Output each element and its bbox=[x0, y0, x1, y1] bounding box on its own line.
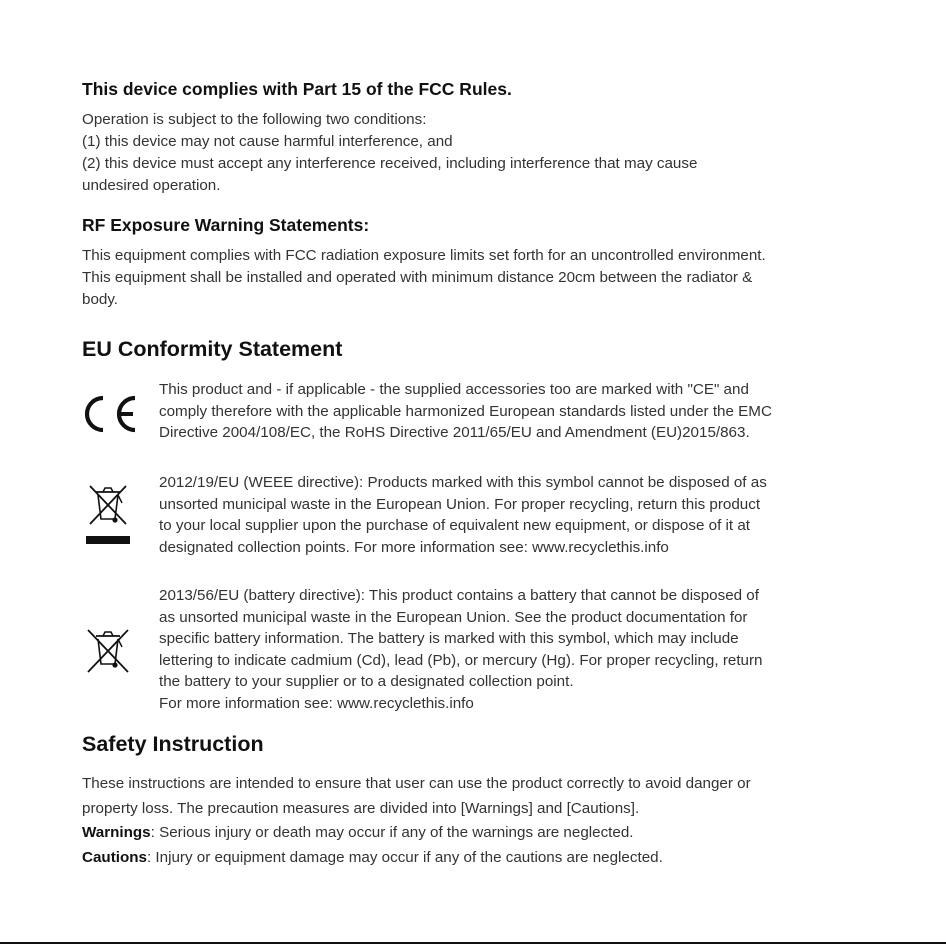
battery-line: For more information see: www.recyclethis.info bbox=[159, 694, 474, 712]
bottom-divider bbox=[0, 942, 946, 944]
safety-heading: Safety Instruction bbox=[82, 732, 264, 756]
ce-line: This product and - if applicable - the supplied accessories too are marked with "CE" and bbox=[159, 381, 749, 398]
weee-line: to your local supplier upon the purchase of equivalent new equipment, or dispose of it at bbox=[159, 517, 750, 535]
battery-line: 2013/56/EU (battery directive): This product contains a battery that cannot be disposed of bbox=[159, 587, 759, 604]
ce-paragraph bbox=[159, 379, 772, 444]
cautions-line bbox=[82, 846, 751, 871]
weee-paragraph bbox=[159, 472, 767, 558]
cautions-term: Cautions bbox=[82, 848, 147, 866]
rf-line: This equipment shall be installed and operated with minimum distance 20cm between the radiator & bbox=[82, 269, 753, 286]
ce-mark-icon bbox=[80, 392, 138, 436]
warnings-text: : Serious injury or death may occur if any of the warnings are neglected. bbox=[150, 824, 634, 841]
battery-line: the battery to your supplier or to a designated collection point. bbox=[159, 673, 574, 691]
rf-line: This equipment complies with FCC radiation exposure limits set forth for an uncontrolled environment. bbox=[82, 247, 766, 264]
safety-line: These instructions are intended to ensure that user can use the product correctly to avoid danger or bbox=[82, 775, 751, 792]
weee-line: unsorted municipal waste in the European Union. For proper recycling, return this product bbox=[159, 495, 761, 513]
battery-line: specific battery information. The battery is marked with this symbol, which may include bbox=[159, 630, 739, 648]
fcc-line: (2) this device must accept any interference received, including interference that may cause bbox=[82, 155, 698, 172]
battery-line: as unsorted municipal waste in the European Union. See the product documentation for bbox=[159, 608, 748, 626]
fcc-line: undesired operation. bbox=[82, 177, 221, 194]
weee-line: 2012/19/EU (WEEE directive): Products marked with this symbol cannot be disposed of as bbox=[159, 474, 767, 491]
battery-line: lettering to indicate cadmium (Cd), lead (Pb), or mercury (Hg). For proper recycling, return bbox=[159, 651, 763, 669]
crossed-out-battery-bin-icon bbox=[84, 626, 132, 674]
cautions-text: : Injury or equipment damage may occur if any of the cautions are neglected. bbox=[146, 848, 663, 866]
fcc-line: (1) this device may not cause harmful interference, and bbox=[82, 133, 453, 150]
ce-line: Directive 2004/108/EC, the RoHS Directive 2011/65/EU and Amendment (EU)2015/863. bbox=[159, 424, 750, 442]
warnings-term: Warnings bbox=[82, 824, 151, 841]
fcc-paragraph bbox=[82, 109, 697, 197]
rf-line: body. bbox=[82, 291, 119, 308]
fcc-line: Operation is subject to the following two conditions: bbox=[82, 111, 427, 128]
crossed-out-wheelie-bin-icon bbox=[84, 482, 132, 546]
rf-heading: RF Exposure Warning Statements: bbox=[82, 215, 370, 235]
rf-paragraph bbox=[82, 245, 766, 311]
battery-paragraph bbox=[159, 585, 763, 715]
eu-heading: EU Conformity Statement bbox=[82, 337, 343, 361]
ce-line: comply therefore with the applicable harmonized European standards listed under the EMC bbox=[159, 402, 772, 420]
warnings-line bbox=[82, 821, 751, 846]
fcc-heading: This device complies with Part 15 of the FCC Rules. bbox=[82, 79, 512, 99]
safety-line: property loss. The precaution measures are divided into [Warnings] and [Cautions]. bbox=[82, 799, 640, 817]
safety-paragraph bbox=[82, 772, 751, 870]
weee-line: designated collection points. For more information see: www.recyclethis.info bbox=[159, 538, 669, 556]
